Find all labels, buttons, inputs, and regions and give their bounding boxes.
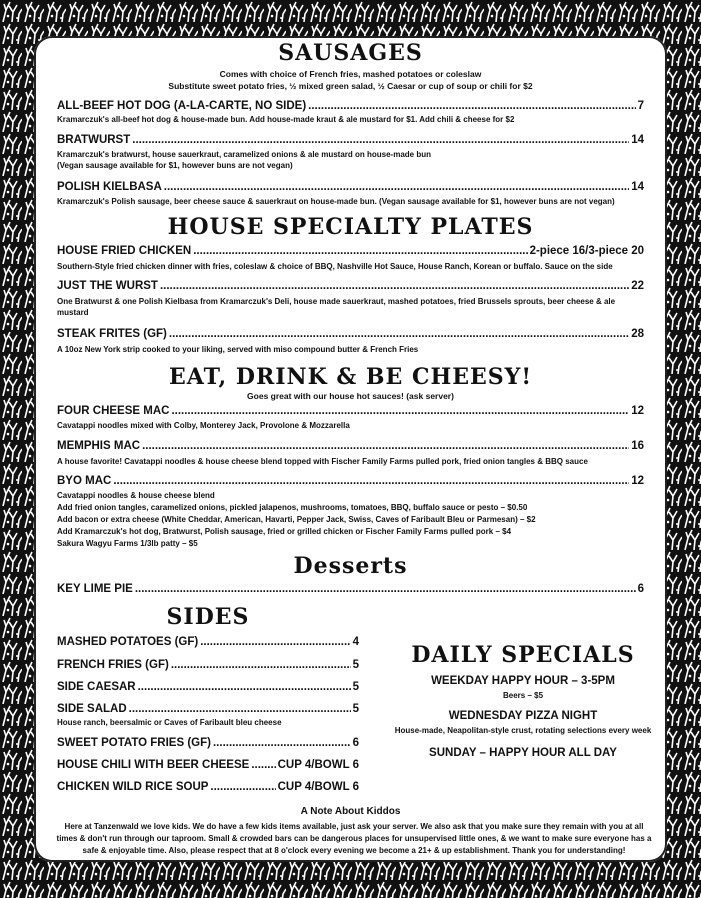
item-name: BRATWURST <box>57 134 131 146</box>
menu-item-steak-frites <box>57 328 644 340</box>
menu-item-key-lime-pie <box>57 583 644 595</box>
item-price: 5 <box>352 659 359 671</box>
item-name: BYO MAC <box>57 475 112 487</box>
item-description: Add bacon or extra cheese (White Cheddar, American, Havarti, Pepper Jack, Swiss, Caves of Faribault Bleu or Parmesan) – $2 <box>57 515 536 524</box>
special-description: Beers – $5 <box>502 691 544 700</box>
item-description: Kramarczuk's all-beef hot dog & house-made bun. Add house-made kraut & ale mustard for $1. Add chili & cheese for $2 <box>57 115 515 124</box>
item-price: 14 <box>631 181 644 193</box>
cheesy-subtitle: Goes great with our house hot sauces! (ask server) <box>247 391 454 401</box>
special-sunday-happy-hour: SUNDAY – HAPPY HOUR ALL DAY <box>429 747 617 759</box>
special-weekday-happy-hour: WEEKDAY HAPPY HOUR – 3-5PM <box>431 675 615 687</box>
side-item-sweet-potato-fries <box>57 737 359 749</box>
item-price: CUP 4/BOWL 6 <box>277 759 359 771</box>
item-description: Add Kramarczuk's hot dog, Bratwurst, Polish sausage, fried or grilled chicken or Fischer Family Farms pulled pork – $4 <box>57 527 512 536</box>
item-description: Cavatappi noodles mixed with Colby, Monterey Jack, Provolone & Mozzarella <box>57 421 350 430</box>
item-name: FOUR CHEESE MAC <box>57 405 170 417</box>
item-price: 22 <box>631 280 644 292</box>
item-name: SIDE SALAD <box>57 703 127 715</box>
side-item-french-fries <box>57 659 359 671</box>
menu-item-byo-mac <box>57 475 644 487</box>
item-description: Kramarczuk's Polish sausage, beer cheese sauce & sauerkraut on house-made bun. (Vegan sausage available for $1, however buns are not vegan) <box>57 197 615 206</box>
kiddos-note-line: safe & enjoyable time. Also, please respect that at 8 o'clock every evening we become a 21+ & up establishment. Thank you for understanding! <box>82 846 626 855</box>
menu-item-polish-kielbasa <box>57 181 644 193</box>
sausages-heading: SAUSAGES <box>278 40 423 66</box>
item-price: CUP 4/BOWL 6 <box>277 781 359 793</box>
item-name: POLISH KIELBASA <box>57 181 162 193</box>
item-description: Sakura Wagyu Farms 1/3lb patty – $5 <box>57 539 198 548</box>
menu-item-just-the-wurst <box>57 280 644 292</box>
item-name: MASHED POTATOES (GF) <box>57 636 199 648</box>
specialty-heading: HOUSE SPECIALTY PLATES <box>167 214 534 240</box>
kiddos-note-line: times & don't run through our taproom. Small & crowded bars can be dangerous places for unsupervised little ones, & we want to make sure everyone has a <box>56 834 652 843</box>
item-description: One Bratwurst & one Polish Kielbasa from Kramarczuk's Deli, house made sauerkraut, mashed potatoes, fried Brussels sprouts, beer cheese & ale <box>57 297 616 306</box>
menu-item-four-cheese-mac <box>57 405 644 417</box>
side-item-wild-rice-soup <box>57 781 359 793</box>
side-item-side-caesar <box>57 681 359 693</box>
kiddos-note-title: A Note About Kiddos <box>300 806 401 817</box>
side-item-mashed-potatoes <box>57 636 359 648</box>
item-name: STEAK FRITES (GF) <box>57 328 167 340</box>
item-price: 16 <box>631 440 644 452</box>
item-description: A 10oz New York strip cooked to your liking, served with miso compound butter & French Fries <box>57 345 419 354</box>
cheesy-heading: EAT, DRINK & BE CHEESY! <box>168 364 533 390</box>
desserts-heading: Desserts <box>293 553 408 579</box>
item-name: MEMPHIS MAC <box>57 440 141 452</box>
item-price: 6 <box>637 583 644 595</box>
sausages-subtitle-2: Substitute sweet potato fries, ½ mixed green salad, ½ Caesar or cup of soup or chili for $2 <box>168 81 533 91</box>
item-price: 6 <box>352 737 359 749</box>
item-name: ALL-BEEF HOT DOG (A-LA-CARTE, NO SIDE) <box>57 100 307 112</box>
item-description: House ranch, beersalmic or Caves of Faribault bleu cheese <box>57 718 282 727</box>
item-name: SIDE CAESAR <box>57 681 136 693</box>
item-price: 12 <box>631 405 644 417</box>
item-price: 7 <box>637 100 644 112</box>
sausages-subtitle-1: Comes with choice of French fries, mashed potatoes or coleslaw <box>219 69 482 79</box>
item-price: 12 <box>631 475 644 487</box>
item-description: mustard <box>57 308 89 317</box>
item-description: (Vegan sausage available for $1, however buns are not vegan) <box>57 161 293 170</box>
item-name: KEY LIME PIE <box>57 583 133 595</box>
item-name: FRENCH FRIES (GF) <box>57 659 169 671</box>
item-price: 5 <box>352 681 359 693</box>
item-description: Cavatappi noodles & house cheese blend <box>57 491 215 500</box>
menu-item-memphis-mac <box>57 440 644 452</box>
item-name: HOUSE CHILI WITH BEER CHEESE <box>57 759 250 771</box>
item-description: A house favorite! Cavatappi noodles & house cheese blend topped with Fischer Family Farms pulled pork, fried onion tangles & BBQ sauce <box>57 457 588 466</box>
kiddos-note-line: Here at Tanzenwald we love kids. We do have a few kids items available, just ask your server. We also ask that you make sure they remain with you at all <box>64 822 644 831</box>
menu-item-bratwurst <box>57 134 644 146</box>
item-name: HOUSE FRIED CHICKEN <box>57 245 192 257</box>
item-price: 4 <box>352 636 359 648</box>
side-item-house-chili <box>57 759 359 771</box>
item-price: 2-piece 16/3-piece 20 <box>529 245 644 257</box>
item-description: Add fried onion tangles, caramelized onions, pickled jalapenos, mushrooms, tomatoes, BBQ, buffalo sauce or pesto – $0.50 <box>57 503 528 512</box>
sides-heading: SIDES <box>166 604 250 630</box>
special-wednesday-pizza: WEDNESDAY PIZZA NIGHT <box>448 710 598 722</box>
special-description: House-made, Neapolitan-style crust, rotating selections every week <box>394 726 652 735</box>
item-price: 28 <box>631 328 644 340</box>
item-price: 5 <box>352 703 359 715</box>
item-name: CHICKEN WILD RICE SOUP <box>57 781 209 793</box>
item-description: Southern-Style fried chicken dinner with fries, coleslaw & choice of BBQ, Nashville Hot Sauce, House Ranch, Korean or buffalo. Sauce on the side <box>57 262 613 271</box>
menu-item-hot-dog <box>57 100 644 112</box>
item-name: JUST THE WURST <box>57 280 158 292</box>
side-item-side-salad <box>57 703 359 715</box>
item-name: SWEET POTATO FRIES (GF) <box>57 737 211 749</box>
item-description: Kramarczuk's bratwurst, house sauerkraut, caramelized onions & ale mustard on house-made bun <box>57 150 432 159</box>
item-price: 14 <box>631 134 644 146</box>
daily-specials-heading: DAILY SPECIALS <box>411 642 635 668</box>
menu-item-fried-chicken <box>57 245 644 257</box>
